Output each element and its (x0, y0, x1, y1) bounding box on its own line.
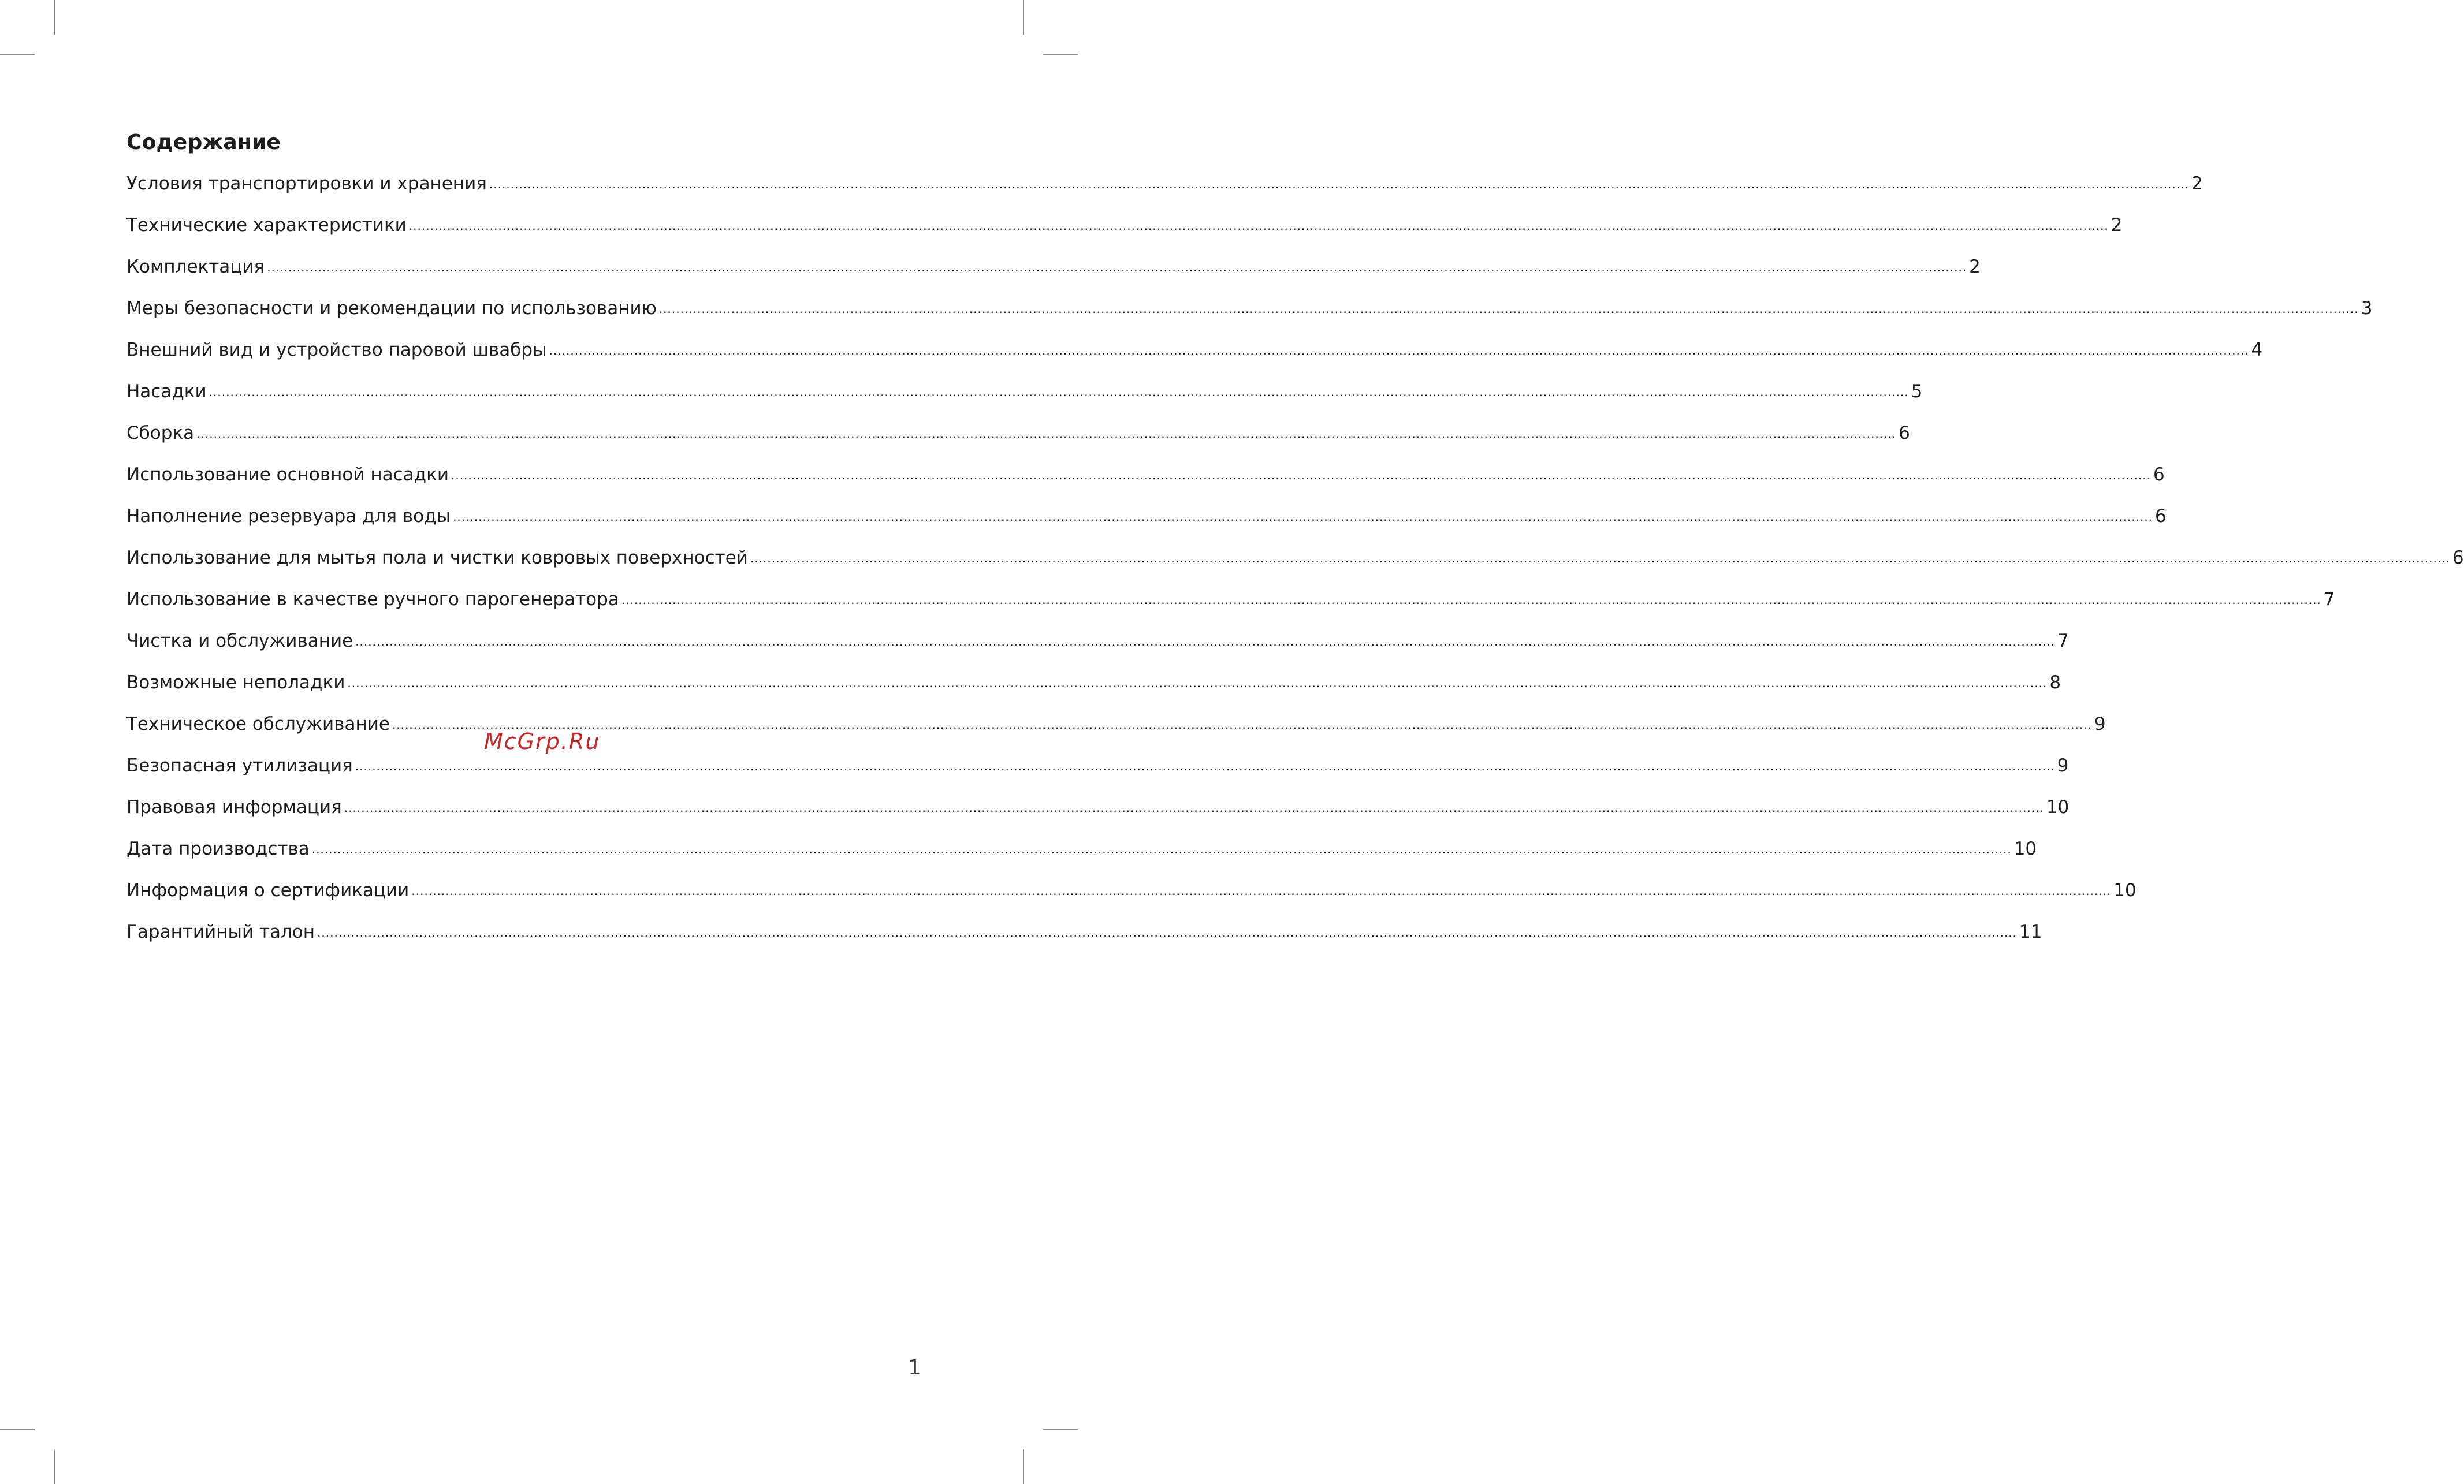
toc-entry-title: Наполнение резервуара для воды (126, 506, 451, 527)
crop-mark-top-right-vertical (1023, 0, 1024, 35)
toc-entry-title: Использование в качестве ручного парогенератора (126, 589, 619, 610)
toc-entry[interactable] (126, 173, 2203, 215)
table-of-contents (126, 173, 2464, 963)
toc-leader-dots: ................................................................................................................................................................................................................................................................................................................................................................................................................ (209, 385, 1909, 399)
toc-leader-dots: ................................................................................................................................................................................................................................................................................................................................................................................................................ (411, 884, 2112, 898)
toc-entry-page-number: 10 (2013, 838, 2037, 859)
toc-entry-title: Информация о сертификации (126, 880, 410, 901)
toc-entry-title: Чистка и обслуживание (126, 631, 353, 651)
toc-entry-title: Гарантийный талон (126, 922, 315, 942)
toc-leader-dots: ................................................................................................................................................................................................................................................................................................................................................................................................................ (355, 759, 2055, 773)
watermark-text: McGrp.Ru (484, 729, 601, 754)
toc-entry-page-number: 6 (1899, 423, 1910, 443)
toc-entry-title: Сборка (126, 423, 195, 443)
toc-entry-page-number: 11 (2019, 922, 2042, 942)
toc-leader-dots: ................................................................................................................................................................................................................................................................................................................................................................................................................ (621, 593, 2321, 607)
toc-entry[interactable] (126, 880, 2137, 922)
crop-mark-bottom-right-horizontal (1043, 1429, 1078, 1430)
toc-entry-page-number: 10 (2113, 880, 2137, 901)
toc-entry[interactable] (126, 631, 2069, 672)
toc-entry[interactable] (126, 589, 2335, 631)
toc-leader-dots: ................................................................................................................................................................................................................................................................................................................................................................................................................ (311, 842, 2012, 856)
toc-entry-title: Возможные неполадки (126, 672, 345, 693)
toc-entry[interactable] (126, 298, 2373, 340)
toc-entry-title: Технические характеристики (126, 215, 407, 236)
toc-entry-page-number: 5 (1911, 381, 1923, 402)
toc-entry-title: Комплектация (126, 256, 265, 277)
crop-mark-bottom-right-vertical (1023, 1449, 1024, 1484)
toc-entry[interactable] (126, 547, 2464, 589)
toc-entry-title: Использование для мытья пола и чистки ковровых поверхностей (126, 547, 748, 568)
toc-leader-dots: ................................................................................................................................................................................................................................................................................................................................................................................................................ (355, 635, 2056, 648)
toc-entry-page-number: 10 (2046, 797, 2070, 818)
page-number: 1 (908, 1356, 921, 1379)
toc-leader-dots: ................................................................................................................................................................................................................................................................................................................................................................................................................ (392, 718, 2092, 732)
toc-entry-page-number: 9 (2094, 714, 2106, 734)
crop-mark-top-left-horizontal (0, 54, 35, 55)
toc-entry[interactable] (126, 838, 2037, 880)
toc-entry-title: Условия транспортировки и хранения (126, 173, 487, 194)
crop-mark-bottom-left-vertical (54, 1449, 55, 1484)
toc-entry[interactable] (126, 506, 2167, 547)
toc-entry-page-number: 6 (2155, 506, 2167, 527)
toc-entry-title: Правовая информация (126, 797, 342, 818)
toc-entry-title: Безопасная утилизация (126, 755, 353, 776)
toc-entry-title: Техническое обслуживание (126, 714, 390, 734)
toc-leader-dots: ................................................................................................................................................................................................................................................................................................................................................................................................................ (347, 676, 2048, 690)
toc-leader-dots: ................................................................................................................................................................................................................................................................................................................................................................................................................ (658, 302, 2359, 316)
toc-leader-dots: ................................................................................................................................................................................................................................................................................................................................................................................................................ (549, 344, 2249, 357)
toc-entry-title: Дата производства (126, 838, 310, 859)
toc-entry[interactable] (126, 922, 2042, 963)
crop-mark-top-right-horizontal (1043, 54, 1078, 55)
toc-entry[interactable] (126, 381, 1923, 423)
toc-leader-dots: ................................................................................................................................................................................................................................................................................................................................................................................................................ (451, 468, 2151, 482)
toc-entry-page-number: 2 (2111, 215, 2123, 236)
toc-entry-page-number: 6 (2153, 464, 2165, 485)
toc-entry-page-number: 7 (2323, 589, 2335, 610)
toc-entry-page-number: 2 (2191, 173, 2203, 194)
toc-entry[interactable] (126, 215, 2123, 256)
toc-entry-title: Использование основной насадки (126, 464, 449, 485)
crop-mark-top-left-vertical (54, 0, 55, 35)
toc-leader-dots: ................................................................................................................................................................................................................................................................................................................................................................................................................ (267, 260, 1967, 274)
toc-entry[interactable] (126, 464, 2165, 506)
toc-entry-title: Меры безопасности и рекомендации по использованию (126, 298, 657, 319)
toc-entry-page-number: 4 (2251, 340, 2263, 360)
toc-leader-dots: ................................................................................................................................................................................................................................................................................................................................................................................................................ (489, 177, 2189, 191)
toc-entry-title: Внешний вид и устройство паровой швабры (126, 340, 547, 360)
toc-entry-page-number: 9 (2057, 755, 2069, 776)
toc-entry[interactable] (126, 672, 2061, 714)
toc-leader-dots: ................................................................................................................................................................................................................................................................................................................................................................................................................ (453, 510, 2153, 524)
toc-entry[interactable] (126, 340, 2263, 381)
toc-entry-page-number: 8 (2049, 672, 2061, 693)
toc-entry-page-number: 6 (2452, 547, 2464, 568)
toc-leader-dots: ................................................................................................................................................................................................................................................................................................................................................................................................................ (750, 551, 2450, 565)
toc-entry-page-number: 2 (1969, 256, 1981, 277)
toc-entry-page-number: 7 (2057, 631, 2069, 651)
toc-entry-page-number: 3 (2361, 298, 2373, 319)
toc-leader-dots: ................................................................................................................................................................................................................................................................................................................................................................................................................ (344, 801, 2044, 815)
toc-entry[interactable] (126, 797, 2070, 838)
toc-entry[interactable] (126, 755, 2069, 797)
page-title: Содержание (126, 130, 281, 154)
toc-entry[interactable] (126, 256, 1981, 298)
toc-entry[interactable] (126, 423, 1910, 464)
crop-mark-bottom-left-horizontal (0, 1429, 35, 1430)
toc-leader-dots: ................................................................................................................................................................................................................................................................................................................................................................................................................ (196, 427, 1897, 441)
toc-leader-dots: ................................................................................................................................................................................................................................................................................................................................................................................................................ (317, 926, 2018, 939)
toc-leader-dots: ................................................................................................................................................................................................................................................................................................................................................................................................................ (408, 219, 2109, 233)
toc-entry-title: Насадки (126, 381, 207, 402)
